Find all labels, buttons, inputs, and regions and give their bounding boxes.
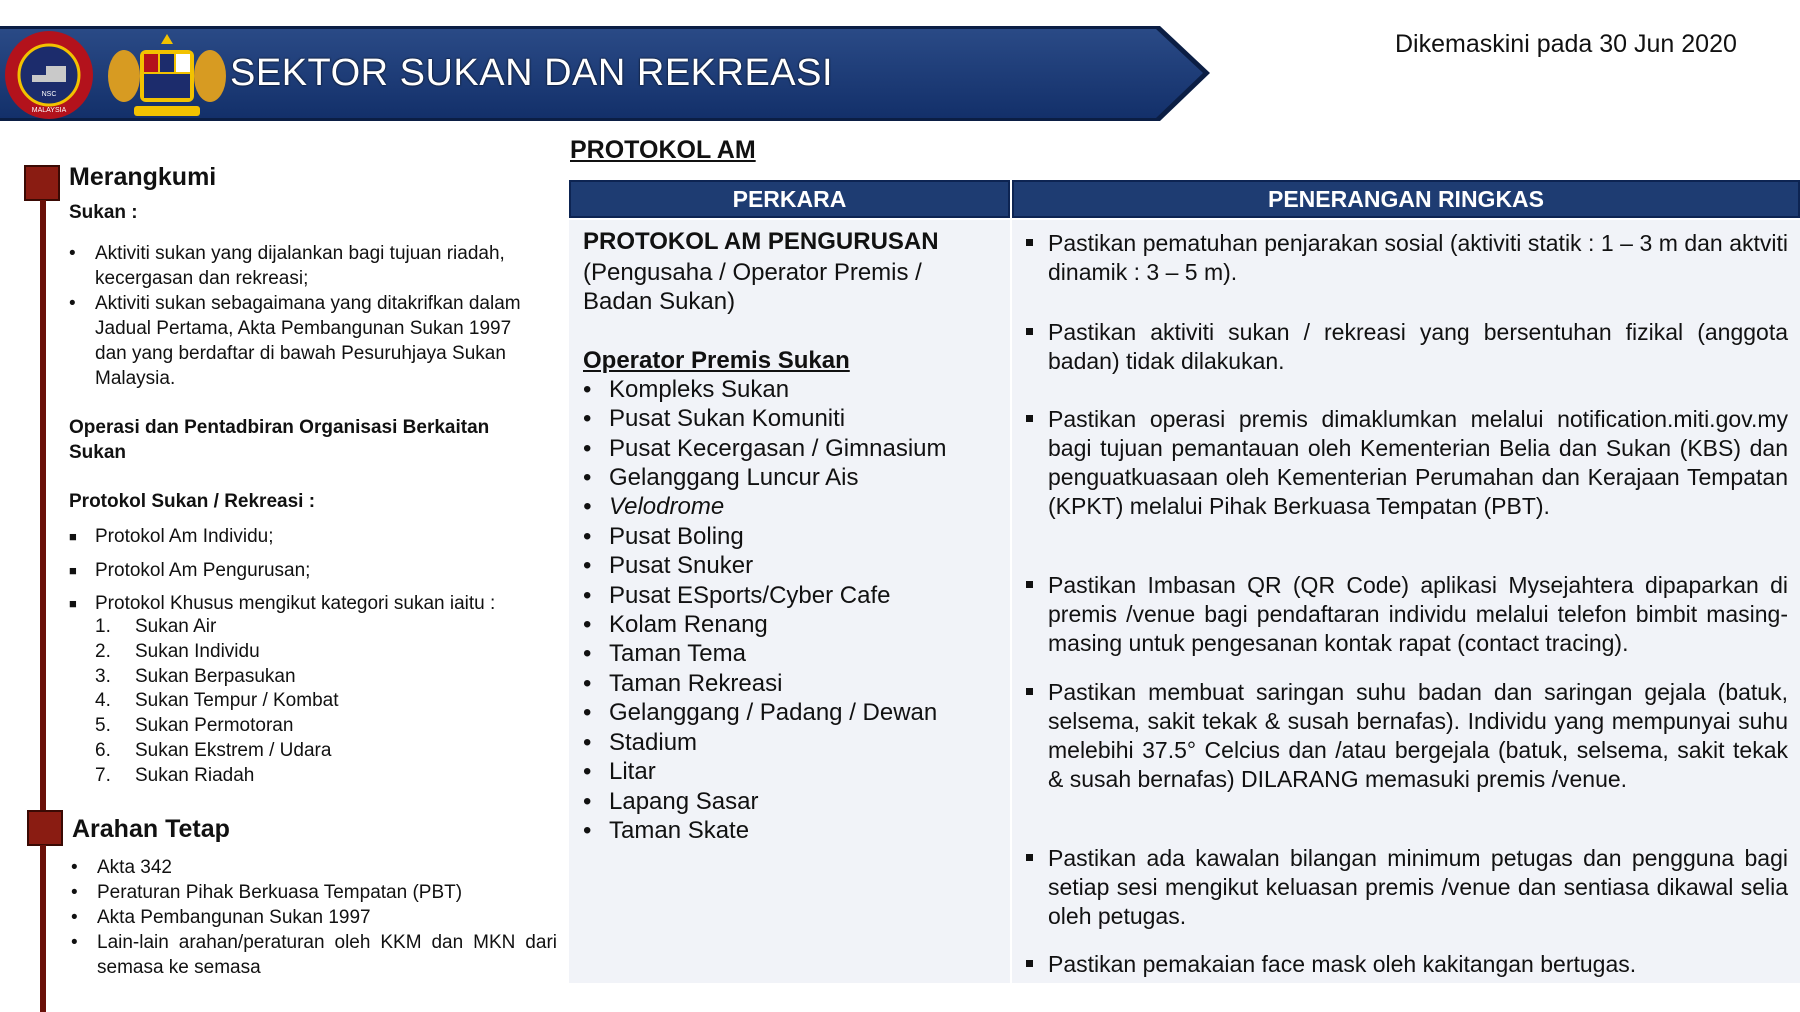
section-marker bbox=[24, 165, 60, 201]
penerangan-item: Pastikan aktiviti sukan / rekreasi yang bersentuhan fizikal (anggota badan) tidak dilakukan. bbox=[1048, 318, 1788, 376]
perkara-title: PROTOKOL AM PENGURUSAN bbox=[583, 228, 939, 255]
nsc-logo bbox=[2, 30, 96, 120]
list-item: • Akta 342 bbox=[71, 857, 172, 878]
section-line bbox=[40, 200, 46, 810]
list-item: • Lain-lain arahan/peraturan oleh KKM dan MKN dari semasa ke semasa bbox=[71, 932, 557, 978]
venue-item: • Lapang Sasar bbox=[583, 788, 759, 815]
perkara-subtitle: (Pengusaha / Operator Premis / Badan Sukan) bbox=[583, 259, 922, 315]
list-item: • Aktiviti sukan sebagaimana yang ditakrifkan dalam Jadual Pertama, Akta Pembangunan Sukan 1997 dan yang berdaftar di bawah Pesuruhjaya Sukan Malaysia. bbox=[69, 293, 521, 389]
penerangan-item: Pastikan ada kawalan bilangan minimum petugas dan pengguna bagi setiap sesi mengikut keluasan premis /venue dan sentiasa dikawal selia oleh petugas. bbox=[1048, 844, 1788, 931]
section-marker bbox=[27, 810, 63, 846]
kategori-item: 6. Sukan Ekstrem / Udara bbox=[95, 740, 332, 761]
venue-item: • Stadium bbox=[583, 729, 698, 756]
svg-text:NSC: NSC bbox=[41, 91, 57, 98]
kategori-item: 2. Sukan Individu bbox=[95, 641, 260, 662]
venue-item: • Litar bbox=[583, 758, 656, 785]
sukan-label: Sukan : bbox=[69, 202, 138, 223]
venue-item: • Pusat ESports/Cyber Cafe bbox=[583, 582, 891, 609]
kategori-item: 3. Sukan Berpasukan bbox=[95, 666, 296, 687]
arahan-title: Arahan Tetap bbox=[72, 815, 230, 843]
venue-item: • Pusat Boling bbox=[583, 523, 744, 550]
updated-date: Dikemaskini pada 30 Jun 2020 bbox=[1395, 30, 1737, 58]
list-item: ■ Protokol Khusus mengikut kategori sukan iaitu : bbox=[69, 593, 496, 614]
kategori-item: 1. Sukan Air bbox=[95, 616, 217, 637]
venue-item: • Kolam Renang bbox=[583, 611, 768, 638]
venue-item: • Gelanggang / Padang / Dewan bbox=[583, 699, 938, 726]
venue-item: • Kompleks Sukan bbox=[583, 376, 790, 403]
venue-item: • Pusat Sukan Komuniti bbox=[583, 405, 846, 432]
list-item: • Akta Pembangunan Sukan 1997 bbox=[71, 907, 371, 928]
venue-item: • Taman Tema bbox=[583, 640, 746, 667]
venue-item: • Pusat Kecergasan / Gimnasium bbox=[583, 435, 947, 462]
penerangan-item: Pastikan pemakaian face mask oleh kakitangan bertugas. bbox=[1048, 950, 1788, 979]
penerangan-header: PENERANGAN RINGKAS bbox=[1012, 180, 1800, 218]
operasi-label: Operasi dan Pentadbiran Organisasi Berkaitan Sukan bbox=[69, 417, 490, 463]
penerangan-item: Pastikan pematuhan penjarakan sosial (aktiviti statik : 1 – 3 m dan aktviti dinamik : 3 – 5 m). bbox=[1048, 229, 1788, 287]
section-line bbox=[40, 845, 46, 1012]
penerangan-item: Pastikan operasi premis dimaklumkan melalui notification.miti.gov.my bagi tujuan pemantauan oleh Kementerian Belia dan Sukan (KBS) dan penguatkuasaan oleh Kementerian Perumahan dan Kerajaan Tempatan (KPKT) melalui Pihak Berkuasa Tempatan (PBT). bbox=[1048, 405, 1788, 521]
svg-text:MALAYSIA: MALAYSIA bbox=[31, 107, 67, 114]
venue-item: • Taman Skate bbox=[583, 817, 750, 844]
venue-item: • Gelanggang Luncur Ais bbox=[583, 464, 859, 491]
kategori-item: 5. Sukan Permotoran bbox=[95, 715, 294, 736]
merangkumi-title: Merangkumi bbox=[69, 163, 217, 191]
venue-item: • Taman Rekreasi bbox=[583, 670, 783, 697]
kategori-item: 7. Sukan Riadah bbox=[95, 765, 255, 786]
list-item: ■ Protokol Am Individu; bbox=[69, 526, 274, 547]
protokol-label: Protokol Sukan / Rekreasi : bbox=[69, 491, 316, 512]
page-title: SEKTOR SUKAN DAN REKREASI bbox=[230, 52, 834, 94]
venue-item: • Velodrome bbox=[583, 493, 725, 520]
protokol-am-title: PROTOKOL AM bbox=[570, 136, 756, 164]
list-item: ■ Protokol Am Pengurusan; bbox=[69, 560, 311, 581]
list-item: • Aktiviti sukan yang dijalankan bagi tujuan riadah, kecergasan dan rekreasi; bbox=[69, 243, 505, 289]
coat-of-arms-logo bbox=[104, 28, 230, 120]
penerangan-item: Pastikan membuat saringan suhu badan dan saringan gejala (batuk, selsema, sakit tekak & susah bernafas). Individu yang mempunyai suhu melebihi 37.5° Celcius dan /atau bergejala (batuk, selsema, sakit tekak & susah bernafas) DILARANG memasuki premis /venue. bbox=[1048, 678, 1788, 794]
kategori-item: 4. Sukan Tempur / Kombat bbox=[95, 690, 339, 711]
perkara-header: PERKARA bbox=[569, 180, 1010, 218]
list-item: • Peraturan Pihak Berkuasa Tempatan (PBT) bbox=[71, 882, 463, 903]
operator-label: Operator Premis Sukan bbox=[583, 347, 850, 374]
penerangan-item: Pastikan Imbasan QR (QR Code) aplikasi Mysejahtera dipaparkan di premis /venue bagi pendaftaran individu melalui telefon bimbit masing-masing untuk pengesanan kontak rapat (contact tracing). bbox=[1048, 571, 1788, 658]
venue-item: • Pusat Snuker bbox=[583, 552, 754, 579]
